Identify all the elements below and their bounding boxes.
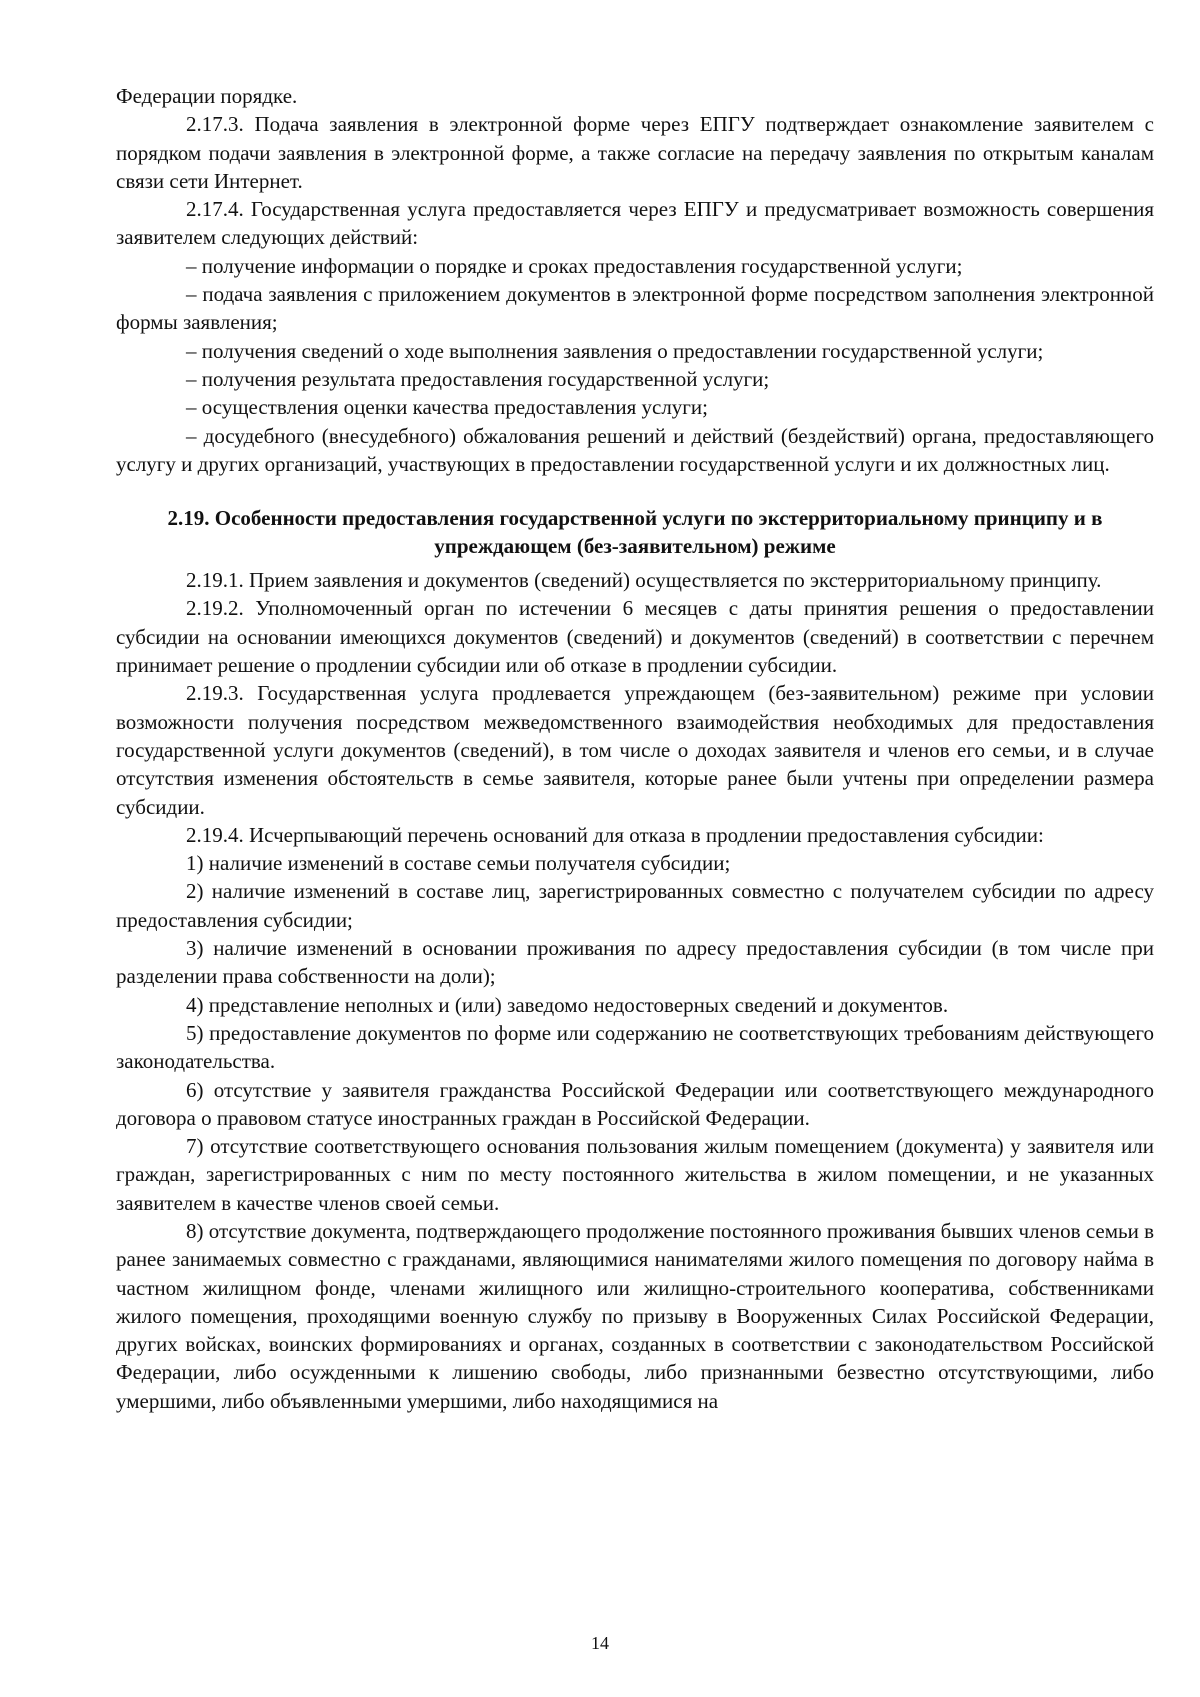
- paragraph-2-19-1: 2.19.1. Прием заявления и документов (сведений) осуществляется по экстерриториальному принципу.: [186, 568, 1102, 593]
- paragraph-2-17-4: 2.17.4. Государственная услуга предоставляется через ЕПГУ и предусматривает возможность совершения заявителем следующих действий:: [116, 197, 1154, 250]
- list-item-numbered: 2) наличие изменений в составе лиц, зарегистрированных совместно с получателем субсидии по адресу предоставления субсидии;: [116, 879, 1154, 932]
- list-item-dash: – досудебного (внесудебного) обжалования решений и действий (бездействий) органа, предоставляющего услугу и других организаций, участвующих в предоставлении государственной услуги и их должностных лиц.: [116, 423, 1154, 476]
- paragraph-2-19-3: 2.19.3. Государственная услуга продлевается упреждающем (без-заявительном) режиме при условии возможности получения посредством межведомственного взаимодействия необходимых для предоставления государственной услуги документов (сведений), в том числе о доходах заявителя и членов его семьи, и в случае отсутствия изменения обстоятельств в семье заявителя, которые ранее были учтены при определении размера субсидии.: [116, 681, 1154, 819]
- list-item-numbered: 1) наличие изменений в составе семьи получателя субсидии;: [186, 851, 731, 876]
- paragraph-2-17-3: 2.17.3. Подача заявления в электронной форме через ЕПГУ подтверждает ознакомление заявителем с порядком подачи заявления в электронной форме, а также согласие на передачу заявления по открытым каналам связи сети Интернет.: [116, 112, 1154, 193]
- list-item-numbered: 3) наличие изменений в основании проживания по адресу предоставления субсидии (в том числе при разделении права собственности на доли);: [116, 936, 1154, 989]
- paragraph-2-19-4: 2.19.4. Исчерпывающий перечень оснований для отказа в продлении предоставления субсидии:: [186, 822, 1044, 847]
- list-item-dash: – подача заявления с приложением документов в электронной форме посредством заполнения электронной формы заявления;: [116, 282, 1154, 335]
- list-item-dash: – получение информации о порядке и сроках предоставления государственной услуги;: [186, 253, 963, 278]
- list-item-numbered: 5) предоставление документов по форме или содержанию не соответствующих требованиям действующего законодательства.: [116, 1020, 1154, 1074]
- list-item-dash: – получения результата предоставления государственной услуги;: [186, 366, 770, 391]
- list-item-dash: – осуществления оценки качества предоставления услуги;: [186, 395, 708, 420]
- section-heading-2-19: 2.19. Особенности предоставления государственной услуги по экстерриториальному принципу и в упреждающем (без-заявительном) режиме: [167, 506, 1103, 559]
- paragraph-continuation: Федерации порядке.: [116, 84, 298, 108]
- list-item-numbered: 4) представление неполных и (или) заведомо недостоверных сведений и документов.: [186, 992, 949, 1017]
- list-item-numbered: 7) отсутствие соответствующего основания пользования жилым помещением (документа) у заявителя или граждан, зарегистрированных с ним по месту постоянного жительства в жилом помещении, и не указанных заявителем в качестве членов своей семьи.: [116, 1134, 1154, 1215]
- list-item-numbered: 6) отсутствие у заявителя гражданства Российской Федерации или соответствующего международного договора о правовом статусе иностранных граждан в Российской Федерации.: [116, 1077, 1154, 1130]
- document-page: [116, 82, 1154, 1415]
- page-number: 14: [591, 1633, 609, 1653]
- list-item-numbered: 8) отсутствие документа, подтверждающего продолжение постоянного проживания бывших членов семьи в ранее занимаемых совместно с гражданами, являющимися нанимателями жилого помещения по договору найма в частном жилищном фонде, членами жилищного или жилищно-строительного кооператива, собственниками жилого помещения, проходящими военную службу по призыву в Вооруженных Силах Российской Федерации, других войсках, воинских формированиях и органах, созданных в соответствии с законодательством Российской Федерации, либо осужденными к лишению свободы, либо признанными безвестно отсутствующими, либо умершими, либо объявленными умершими, либо находящимися на: [116, 1218, 1154, 1413]
- list-item-dash: – получения сведений о ходе выполнения заявления о предоставлении государственной услуги;: [186, 338, 1044, 363]
- paragraph-2-19-2: 2.19.2. Уполномоченный орган по истечении 6 месяцев с даты принятия решения о предоставлении субсидии на основании имеющихся документов (сведений) и документов (сведений) в соответствии с перечнем принимает решение о продлении субсидии или об отказе в продлении субсидии.: [116, 596, 1154, 678]
